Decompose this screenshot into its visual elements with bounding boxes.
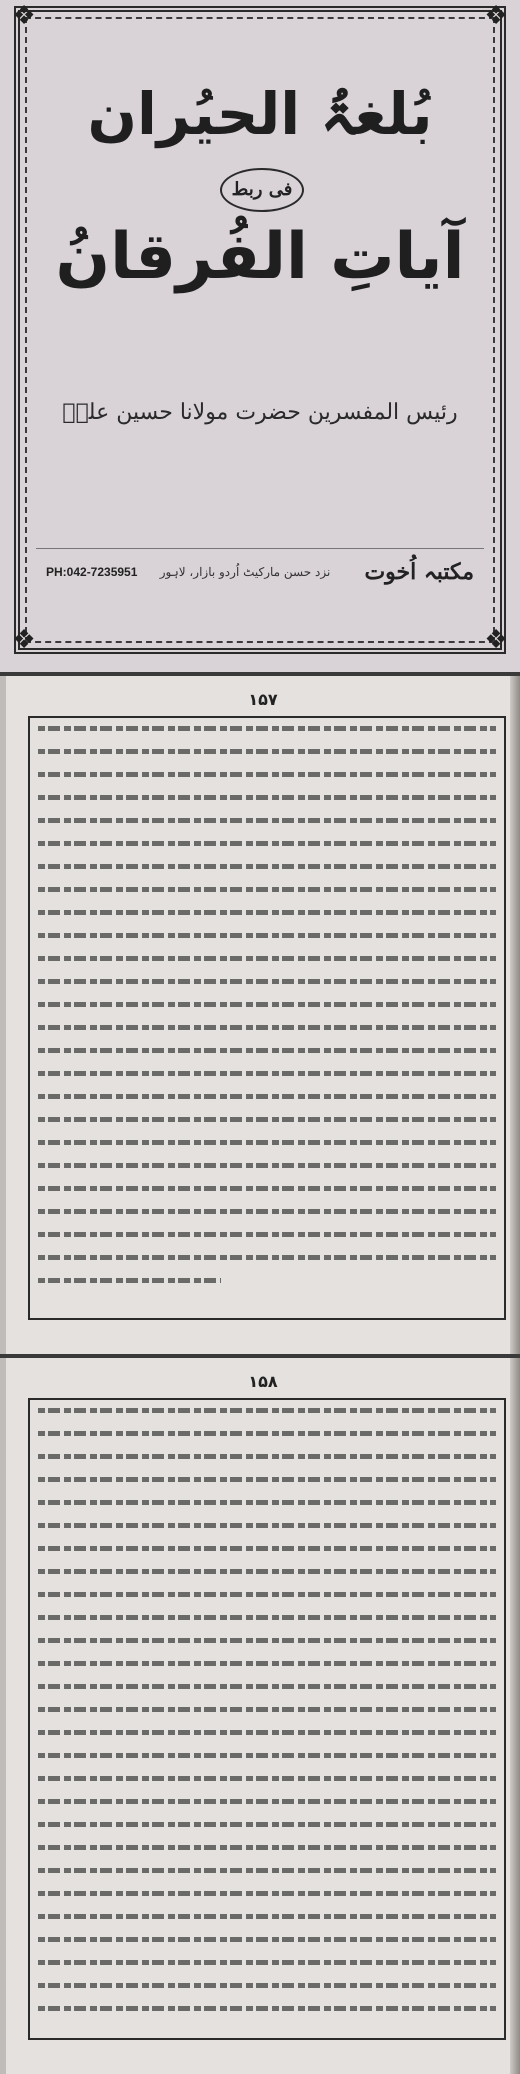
text-line (38, 1255, 496, 1260)
text-line (38, 1048, 496, 1053)
text-line (38, 1546, 496, 1551)
text-line (38, 1094, 496, 1099)
publisher-address: نزد حسن مارکیٹ اُردو بازار، لاہور (159, 565, 331, 579)
text-line (38, 1684, 496, 1689)
corner-ornament-icon: ❖ (12, 625, 36, 655)
book-title-line-2: آیاتِ الفُرقانُ (55, 220, 465, 294)
publisher-row (36, 548, 484, 589)
text-line (38, 1776, 496, 1781)
text-line (38, 772, 496, 777)
corner-ornament-icon: ❖ (12, 1, 36, 31)
text-line (38, 1500, 496, 1505)
page-number: ١۵٧ (248, 690, 278, 709)
text-page-157 (0, 676, 520, 1354)
author-line: رئیس المفسرین حضرت مولانا حسین علیؒ (62, 400, 458, 425)
text-line (38, 1730, 496, 1735)
text-frame (28, 716, 506, 1320)
text-line (38, 1232, 496, 1237)
text-line (38, 1071, 496, 1076)
text-line (38, 795, 496, 800)
publisher-phone: PH:042-7235951 (46, 565, 138, 579)
text-line (38, 1638, 496, 1643)
page-number: ١۵٨ (248, 1372, 278, 1391)
text-line (38, 1868, 496, 1873)
corner-ornament-icon: ❖ (484, 625, 508, 655)
text-line (38, 1025, 496, 1030)
text-line (38, 1891, 496, 1896)
text-line (38, 1615, 496, 1620)
text-line (38, 1408, 496, 1413)
text-line (38, 1661, 496, 1666)
text-line (38, 841, 496, 846)
page-spine (510, 1358, 520, 2074)
text-line (38, 1117, 496, 1122)
body-text-block (38, 726, 496, 1310)
text-line (38, 1278, 221, 1283)
text-line (38, 1140, 496, 1145)
text-line (38, 1186, 496, 1191)
text-line (38, 910, 496, 915)
text-page-158 (0, 1358, 520, 2074)
text-line (38, 864, 496, 869)
text-line (38, 749, 496, 754)
text-frame (28, 1398, 506, 2040)
text-line (38, 1822, 496, 1827)
text-line (38, 1914, 496, 1919)
text-line (38, 1799, 496, 1804)
publisher-name: مکتبہ اُخوت (364, 559, 474, 585)
text-line (38, 1477, 496, 1482)
text-line (38, 1592, 496, 1597)
text-line (38, 1002, 496, 1007)
text-line (38, 1983, 496, 1988)
text-line (38, 979, 496, 984)
corner-ornament-icon: ❖ (484, 1, 508, 31)
text-line (38, 933, 496, 938)
text-line (38, 1845, 496, 1850)
text-line (38, 818, 496, 823)
text-line (38, 1209, 496, 1214)
text-line (38, 1454, 496, 1459)
text-line (38, 1431, 496, 1436)
text-line (38, 1960, 496, 1965)
text-line (38, 1937, 496, 1942)
body-text-block (38, 1408, 496, 2030)
text-line (38, 956, 496, 961)
page-spine (510, 676, 520, 1354)
text-line (38, 1163, 496, 1168)
text-line (38, 726, 496, 731)
text-line (38, 887, 496, 892)
title-connector-badge: فی ربط (220, 168, 304, 212)
title-page (0, 0, 520, 672)
text-line (38, 1707, 496, 1712)
text-line (38, 1569, 496, 1574)
text-line (38, 1523, 496, 1528)
text-line (38, 1753, 496, 1758)
book-title-line-1: بُلغۃُ الحیُران (87, 80, 433, 148)
text-line (38, 2006, 496, 2011)
